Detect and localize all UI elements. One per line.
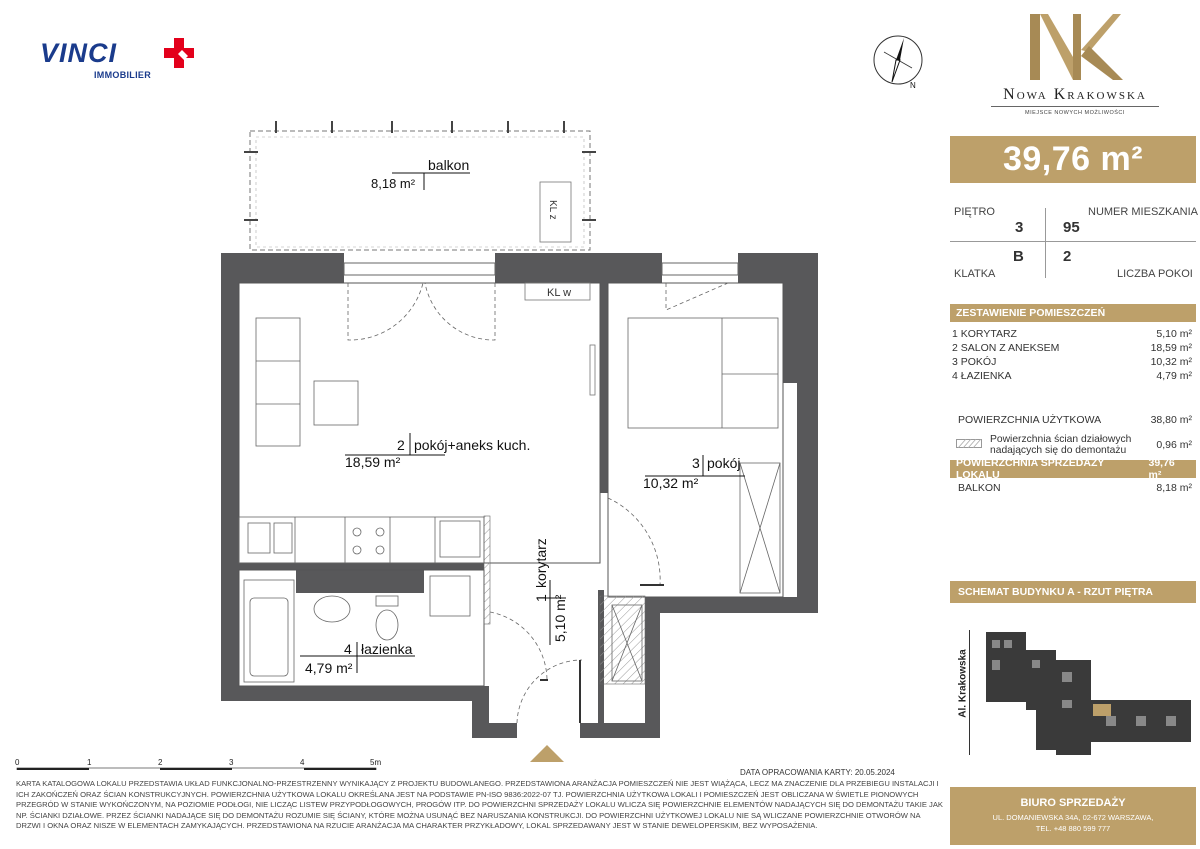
building-floorplan-icon <box>976 620 1196 760</box>
apartment-number-value: 95 <box>1063 219 1080 236</box>
office-title: BIURO SPRZEDAŻY <box>1020 797 1126 809</box>
floor-label: PIĘTRO <box>954 206 995 218</box>
logo-name: Nowa Krakowska <box>1003 86 1147 103</box>
svg-text:3: 3 <box>692 455 700 471</box>
info-vertical-divider <box>1045 208 1046 278</box>
scale-tick: 4 <box>300 758 305 767</box>
room-1-label <box>533 538 568 645</box>
room-row: 4 ŁAZIENKA 4,79 m² <box>952 370 1192 382</box>
room-row: 1 KORYTARZ 5,10 m² <box>952 328 1192 340</box>
svg-text:5,10 m²: 5,10 m² <box>552 594 568 642</box>
furniture <box>239 318 780 682</box>
room-row: 3 POKÓJ 10,32 m² <box>952 356 1192 368</box>
nk-monogram-icon <box>985 12 1165 82</box>
svg-text:2: 2 <box>397 437 405 453</box>
nowa-krakowska-logo <box>985 12 1165 122</box>
svg-text:4,79 m²: 4,79 m² <box>305 660 353 676</box>
schema-title: SCHEMAT BUDYNKU A - RZUT PIĘTRA <box>950 581 1196 603</box>
svg-text:pokój: pokój <box>707 455 741 471</box>
scale-tick: 5m <box>370 758 382 767</box>
svg-text:18,59 m²: 18,59 m² <box>345 454 401 470</box>
balcony-area: 8,18 m² <box>371 176 416 191</box>
rooms-count-label: LICZBA POKOI <box>1117 268 1193 280</box>
scale-tick: 2 <box>158 758 163 767</box>
vinci-logo-text: VINCI <box>40 38 118 68</box>
balcony-name: balkon <box>428 157 470 173</box>
balcony-row: BALKON 8,18 m² <box>958 482 1192 494</box>
building-schema <box>950 620 1196 760</box>
logo-tagline: MIEJSCE NOWYCH MOŻLIWOŚCI <box>1025 110 1125 116</box>
room-4-label <box>300 641 415 676</box>
scale-tick: 3 <box>229 758 234 767</box>
floor-value: 3 <box>1015 219 1024 236</box>
office-phone: TEL. +48 880 599 777 <box>1035 824 1111 833</box>
room-3-label <box>643 455 745 491</box>
info-divider <box>950 241 1196 242</box>
svg-text:10,32 m²: 10,32 m² <box>643 475 699 491</box>
apartment-area-box <box>950 136 1196 183</box>
sales-office-box <box>950 787 1196 845</box>
office-address: UL. DOMANIEWSKA 34A, 02-672 WARSZAWA, <box>992 813 1154 822</box>
schema-street-label: Al. Krakowska <box>957 649 969 718</box>
svg-text:4: 4 <box>344 641 352 657</box>
scale-bar <box>17 768 376 770</box>
stair-value: B <box>1013 248 1024 265</box>
svg-text:1: 1 <box>533 594 549 602</box>
disclaimer-text: KARTA KATALOGOWA LOKALU PRZEDSTAWIA UKŁAD FUNKCJONALNO-PRZESTRZENNY WYNIKAJĄCY Z PROJEKTU BUDOWLANEGO. PRZEDSTAWIONA ARANŻACJA POMIESZCZEŃ NIE JEST WIĄŻĄCA, LECZ MA ZNACZENIE DLA PRZEBIEGU INSTALACJI I ICH ZAKOŃCZEŃ ORAZ ŚCIAN KONSTRUKCYJNYCH. POWIERZCHNIA UŻYTKOWA LOKALU OKREŚLANA JEST NA PODSTAWIE PN-ISO 9836:2022-07 TJ. POWIERZCHNIA UŻYTKOWA LOKALI I POMIESZCZEŃ JEST OBLICZANA W ŚWIETLE PIONOWYCH PRZEGRÓD W STANIE WYKOŃCZONYM, NA POZIOMIE PODŁOGI, NIE LICZĄC LISTEW PRZYPODŁOGOWYCH, PROGÓW ITP. DO POWIERZCHNI SPRZEDAŻY LOKALU WLICZA SIĘ POWIERZCHNIE ELEMENTÓW NADAJĄCYCH SIĘ DO DEMONTAŻU TAKIE JAK NP. ŚCIANKI DZIAŁOWE. PRZEZ ŚCIANKI NADAJĄCE SIĘ DO DEMONTAŻU ROZUMIE SIĘ ŚCIANY, KTÓRE MOŻNA USUNĄĆ BEZ NARUSZANIA KONSTRUKCJI. DO POWIERZCHNI UŻYTKOWEJ LOKALU NIE SĄ WLICZANE POWIERZCHNIE OTWORÓW NA DRZWI I OKNA ORAZ NISZE W ELEMENTACH ZAMYKAJĄCYCH. PRZEDSTAWIONA NA RZUCIE ARANŻACJA MA CHARAKTER PRZYKŁADOWY, LOKAL SPRZEDAWANY JEST W STANIE DEWELOPERSKIM, BEZ WYPOSAŻENIA. <box>16 779 943 830</box>
room-row: 2 SALON Z ANEKSEM 18,59 m² <box>952 342 1192 354</box>
hatch-swatch-icon <box>956 439 982 448</box>
rooms-count-value: 2 <box>1063 248 1072 265</box>
svg-text:łazienka: łazienka <box>361 641 413 657</box>
usable-area-row: POWIERZCHNIA UŻYTKOWA 38,80 m² <box>958 414 1192 426</box>
svg-text:pokój+aneks kuch.: pokój+aneks kuch. <box>414 437 531 453</box>
entrance-marker-icon <box>530 745 564 762</box>
stair-label: KLATKA <box>954 268 996 280</box>
rooms-section-title: ZESTAWIENIE POMIESZCZEŃ <box>950 304 1196 322</box>
sale-area-row: POWIERZCHNIA SPRZEDAŻY LOKALU 39,76 m² <box>950 460 1196 478</box>
vinci-logo-sub: IMMOBILIER <box>94 70 151 80</box>
apartment-area: 39,76 m² <box>1002 140 1144 178</box>
date-text: DATA OPRACOWANIA KARTY: 20.05.2024 <box>740 768 895 777</box>
street-line <box>969 630 970 755</box>
svg-text:korytarz: korytarz <box>533 538 549 588</box>
kl-w-label: KL w <box>547 287 572 299</box>
compass-north-label: N <box>910 81 916 90</box>
room-2-label <box>345 433 530 470</box>
balcony <box>244 121 596 250</box>
scale-tick: 1 <box>87 758 92 767</box>
kl-z-label: KL z <box>547 200 558 220</box>
walls-row: Powierzchnia ścian działowych nadających się do demontażu 0,96 m² <box>956 434 1192 460</box>
scale-tick: 0 <box>15 758 20 767</box>
apartment-number-label: NUMER MIESZKANIA <box>1088 206 1199 218</box>
